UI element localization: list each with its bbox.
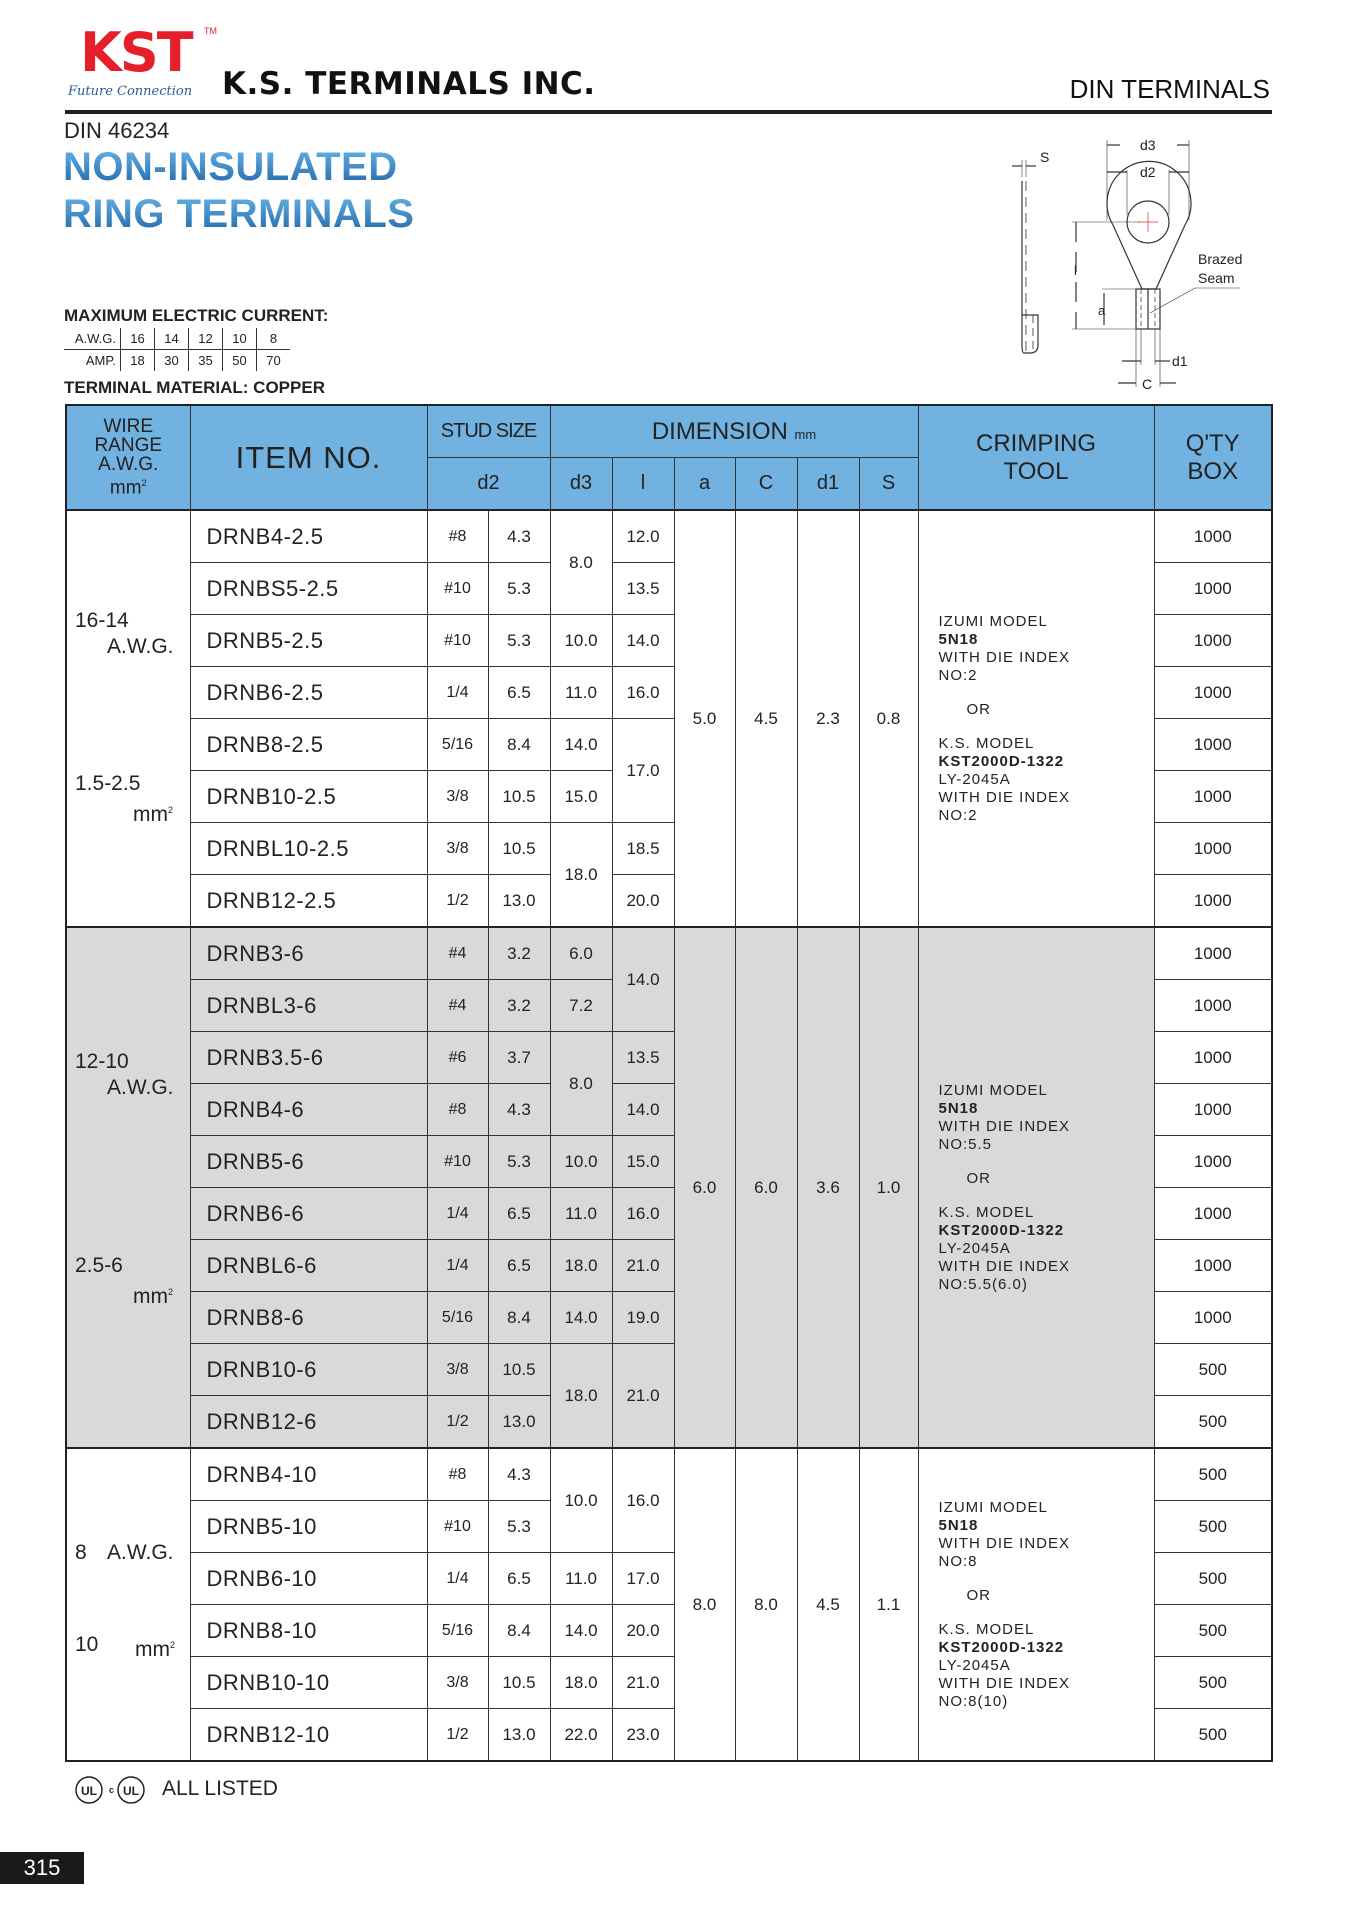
izumi-model: 5N18: [938, 1516, 979, 1534]
stud-size: #10: [427, 1136, 488, 1188]
item-number: DRNB5-6: [190, 1136, 427, 1188]
item-number: DRNBL6-6: [190, 1240, 427, 1292]
a-header: a: [674, 458, 735, 511]
l-value: 13.5: [612, 1032, 674, 1084]
l-header: l: [612, 458, 674, 511]
d3-value: 14.0: [550, 1605, 612, 1657]
crimping-tool-header: [918, 405, 1154, 510]
d2-value: 6.5: [488, 1240, 550, 1292]
d3-value: 11.0: [550, 1553, 612, 1605]
qty-box-header: [1154, 405, 1272, 510]
ks-model: KST2000D-1322: [938, 1221, 1065, 1239]
item-number: DRNB12-6: [190, 1396, 427, 1449]
wire-mm-unit-wrap: [135, 1633, 175, 1662]
item-number: DRNB10-2.5: [190, 771, 427, 823]
stud-size-header: STUD SIZE: [427, 405, 550, 458]
spacer: [939, 1188, 1154, 1204]
izumi-die: WITH DIE INDEX: [938, 1117, 1071, 1135]
d3-value: 10.0: [550, 1448, 612, 1553]
crimping-tool-cell: [918, 1448, 1154, 1761]
stud-size: #10: [427, 1501, 488, 1553]
awg-value: 14: [155, 328, 189, 350]
ks-label: K.S. MODEL: [938, 1620, 1035, 1638]
item-number: DRNB12-2.5: [190, 875, 427, 928]
qty-header-line: Q'TY: [1185, 429, 1240, 457]
current-table: [64, 328, 290, 371]
qty-per-box: 1000: [1154, 927, 1272, 980]
c-value: 4.5: [735, 510, 797, 927]
d3-value: 10.0: [550, 615, 612, 667]
stud-size: 5/16: [427, 719, 488, 771]
izumi-die-no: NO:8: [938, 1552, 978, 1570]
dimension-label: DIMENSION: [651, 417, 788, 445]
item-number: DRNB4-10: [190, 1448, 427, 1501]
ks-label: K.S. MODEL: [938, 734, 1035, 752]
label-l: l: [1074, 263, 1077, 278]
izumi-label: IZUMI MODEL: [938, 1498, 1048, 1516]
ks-model-2: LY-2045A: [938, 770, 1011, 788]
l-value: 12.0: [612, 510, 674, 563]
wire-range-header: [66, 405, 190, 510]
d2-value: 3.2: [488, 927, 550, 980]
or-label: OR: [966, 1586, 991, 1604]
item-number: DRNBL3-6: [190, 980, 427, 1032]
wire-range-cell: [66, 927, 190, 1448]
wire-mm: 1.5-2.5: [75, 772, 141, 796]
qty-per-box: 1000: [1154, 1188, 1272, 1240]
dimension-header: [550, 405, 918, 458]
izumi-die: WITH DIE INDEX: [938, 648, 1071, 666]
qty-per-box: 1000: [1154, 875, 1272, 928]
item-number: DRNB5-2.5: [190, 615, 427, 667]
awg-value: 12: [189, 328, 223, 350]
spacer: [939, 1154, 1154, 1170]
front-view-ring: [1107, 161, 1191, 289]
s-value: 1.1: [859, 1448, 918, 1761]
item-number: DRNB3.5-6: [190, 1032, 427, 1084]
amp-row: [64, 350, 290, 372]
d3-value: 7.2: [550, 980, 612, 1032]
product-title-line2: RING TERMINALS: [63, 192, 415, 236]
superscript: 2: [168, 805, 174, 816]
wire-header-line: WIRE: [103, 416, 154, 438]
wire-awg-unit: A.W.G.: [107, 634, 174, 658]
d1-value: 2.3: [797, 510, 859, 927]
qty-per-box: 1000: [1154, 1136, 1272, 1188]
item-number: DRNB8-2.5: [190, 719, 427, 771]
awg-row: [64, 328, 290, 350]
table-row: [66, 1448, 1272, 1501]
or-label: OR: [966, 1169, 991, 1187]
d2-value: 8.4: [488, 1605, 550, 1657]
item-number: DRNBL10-2.5: [190, 823, 427, 875]
stud-size: #4: [427, 927, 488, 980]
spacer: [939, 719, 1154, 735]
item-number: DRNB5-10: [190, 1501, 427, 1553]
a-value: 8.0: [674, 1448, 735, 1761]
section-title: DIN TERMINALS: [1069, 74, 1270, 104]
s-value: 0.8: [859, 510, 918, 927]
stud-size: 3/8: [427, 771, 488, 823]
awg-value: 10: [223, 328, 257, 350]
d3-value: 8.0: [550, 510, 612, 615]
d2-value: 5.3: [488, 563, 550, 615]
label-d1: d1: [1172, 353, 1188, 369]
spacer: [939, 685, 1154, 701]
d2-value: 5.3: [488, 615, 550, 667]
item-number: DRNB10-6: [190, 1344, 427, 1396]
d3-value: 11.0: [550, 1188, 612, 1240]
l-value: 21.0: [612, 1657, 674, 1709]
wire-header-line: A.W.G.: [98, 454, 159, 476]
stud-size: 1/4: [427, 1240, 488, 1292]
l-value: 13.5: [612, 563, 674, 615]
qty-per-box: 500: [1154, 1605, 1272, 1657]
qty-per-box: 1000: [1154, 719, 1272, 771]
kst-logo: KST: [80, 21, 192, 84]
d3-value: 8.0: [550, 1032, 612, 1136]
ul-listed-text: ALL LISTED: [162, 1777, 278, 1800]
ks-model: KST2000D-1322: [938, 1638, 1065, 1656]
stud-size: 5/16: [427, 1292, 488, 1344]
d3-value: 14.0: [550, 719, 612, 771]
l-value: 21.0: [612, 1344, 674, 1449]
d2-value: 10.5: [488, 1657, 550, 1709]
ks-die: WITH DIE INDEX: [938, 1674, 1071, 1692]
stud-size: 1/4: [427, 1188, 488, 1240]
c-header: C: [735, 458, 797, 511]
stud-size: #10: [427, 615, 488, 667]
ul-listed-marks: [75, 1775, 155, 1805]
qty-per-box: 1000: [1154, 667, 1272, 719]
superscript: 2: [170, 1639, 176, 1650]
company-name: K.S. TERMINALS INC.: [222, 66, 596, 102]
d3-value: 18.0: [550, 1240, 612, 1292]
amp-label: AMP.: [85, 353, 116, 368]
c-value: 6.0: [735, 927, 797, 1448]
ks-label: K.S. MODEL: [938, 1203, 1035, 1221]
izumi-model: 5N18: [938, 630, 979, 648]
d3-value: 14.0: [550, 1292, 612, 1344]
d3-value: 11.0: [550, 667, 612, 719]
stud-size: #4: [427, 980, 488, 1032]
amp-value: 35: [189, 350, 223, 372]
ks-die: WITH DIE INDEX: [938, 1257, 1071, 1275]
d3-value: 15.0: [550, 771, 612, 823]
d2-value: 4.3: [488, 1448, 550, 1501]
d3-value: 22.0: [550, 1709, 612, 1762]
d2-value: 10.5: [488, 771, 550, 823]
izumi-label: IZUMI MODEL: [938, 1081, 1048, 1099]
ks-model-2: LY-2045A: [938, 1239, 1011, 1257]
wire-mm-unit-wrap: [133, 1280, 173, 1309]
product-title-line1: NON-INSULATED: [63, 145, 398, 189]
izumi-die-no: NO:5.5: [938, 1135, 993, 1153]
l-value: 16.0: [612, 667, 674, 719]
stud-size: #8: [427, 1448, 488, 1501]
wire-awg: 16-14: [75, 608, 129, 632]
spacer: [939, 1571, 1154, 1587]
l-value: 16.0: [612, 1188, 674, 1240]
qty-per-box: 1000: [1154, 1032, 1272, 1084]
qty-per-box: 500: [1154, 1396, 1272, 1449]
page-number: 315: [0, 1852, 84, 1884]
awg-value: 8: [257, 328, 291, 350]
side-view-outline: [1022, 181, 1038, 353]
stud-size: 1/4: [427, 667, 488, 719]
l-value: 15.0: [612, 1136, 674, 1188]
d3-header: d3: [550, 458, 612, 511]
a-value: 5.0: [674, 510, 735, 927]
d1-value: 3.6: [797, 927, 859, 1448]
ks-die-no: NO:8(10): [938, 1692, 1009, 1710]
table-body: [66, 510, 1272, 1761]
or-label: OR: [966, 700, 991, 718]
wire-mm-unit: mm: [133, 803, 168, 827]
spacer: [939, 1605, 1154, 1621]
d2-value: 5.3: [488, 1501, 550, 1553]
awg-label: A.W.G.: [64, 328, 121, 350]
s-value: 1.0: [859, 927, 918, 1448]
item-number: DRNB4-2.5: [190, 510, 427, 563]
item-number: DRNBS5-2.5: [190, 563, 427, 615]
dimension-unit: mm: [794, 426, 817, 442]
qty-per-box: 500: [1154, 1553, 1272, 1605]
l-value: 14.0: [612, 1084, 674, 1136]
ks-die: WITH DIE INDEX: [938, 788, 1071, 806]
d2-value: 5.3: [488, 1136, 550, 1188]
d3-value: 18.0: [550, 823, 612, 928]
header-divider: [65, 110, 1272, 114]
izumi-die-no: NO:2: [938, 666, 978, 684]
table-row: [66, 510, 1272, 563]
cul-prefix: c: [109, 1785, 115, 1795]
amp-value: 50: [223, 350, 257, 372]
stud-size: 5/16: [427, 1605, 488, 1657]
item-number: DRNB6-2.5: [190, 667, 427, 719]
d2-value: 13.0: [488, 1709, 550, 1762]
izumi-die: WITH DIE INDEX: [938, 1534, 1071, 1552]
l-value: 18.5: [612, 823, 674, 875]
amp-value: 70: [257, 350, 291, 372]
l-value: 16.0: [612, 1448, 674, 1553]
d3-value: 6.0: [550, 927, 612, 980]
max-current-heading: MAXIMUM ELECTRIC CURRENT:: [64, 306, 329, 325]
qty-per-box: 1000: [1154, 1240, 1272, 1292]
d2-value: 4.3: [488, 510, 550, 563]
d2-value: 4.3: [488, 1084, 550, 1136]
qty-per-box: 1000: [1154, 615, 1272, 667]
l-value: 17.0: [612, 1553, 674, 1605]
l-value: 23.0: [612, 1709, 674, 1762]
d1-value: 4.5: [797, 1448, 859, 1761]
item-number: DRNB10-10: [190, 1657, 427, 1709]
item-number: DRNB3-6: [190, 927, 427, 980]
crimp-header-line: CRIMPING: [976, 429, 1096, 457]
stud-size: 3/8: [427, 1344, 488, 1396]
wire-range-cell: [66, 1448, 190, 1761]
qty-per-box: 500: [1154, 1448, 1272, 1501]
table-row: [66, 927, 1272, 980]
d2-value: 8.4: [488, 719, 550, 771]
wire-mm-unit: mm: [133, 1285, 168, 1309]
ks-model-2: LY-2045A: [938, 1656, 1011, 1674]
d3-value: 18.0: [550, 1344, 612, 1449]
d1-header: d1: [797, 458, 859, 511]
item-number: DRNB8-10: [190, 1605, 427, 1657]
d2-value: 3.2: [488, 980, 550, 1032]
label-c: C: [1142, 376, 1153, 392]
trademark: TM: [204, 26, 217, 36]
stud-size: 3/8: [427, 823, 488, 875]
stud-size: #8: [427, 510, 488, 563]
amp-value: 18: [121, 350, 155, 372]
label-d2: d2: [1140, 164, 1156, 180]
stud-size: 1/2: [427, 1396, 488, 1449]
wire-mm-unit-wrap: [133, 798, 173, 827]
d2-value: 10.5: [488, 1344, 550, 1396]
crimping-tool-cell: [918, 927, 1154, 1448]
wire-range-cell: [66, 510, 190, 927]
d2-value: 6.5: [488, 667, 550, 719]
cul-icon: [109, 1777, 144, 1803]
item-number: DRNB8-6: [190, 1292, 427, 1344]
qty-header-line: BOX: [1187, 457, 1239, 485]
item-number: DRNB12-10: [190, 1709, 427, 1762]
ks-die-no: NO:5.5(6.0): [938, 1275, 1028, 1293]
wire-header-line: RANGE: [94, 435, 163, 457]
ul-mark-text: UL: [81, 1784, 97, 1798]
l-value: 20.0: [612, 1605, 674, 1657]
izumi-label: IZUMI MODEL: [938, 612, 1048, 630]
qty-per-box: 1000: [1154, 510, 1272, 563]
cul-mark-text: UL: [123, 1784, 139, 1798]
amp-value: 30: [155, 350, 189, 372]
qty-per-box: 500: [1154, 1501, 1272, 1553]
stud-size: #10: [427, 563, 488, 615]
wire-mm: 2.5-6: [75, 1254, 123, 1278]
c-value: 8.0: [735, 1448, 797, 1761]
stud-size: #8: [427, 1084, 488, 1136]
logo-tagline: Future Connection: [68, 84, 193, 99]
stud-size: 3/8: [427, 1657, 488, 1709]
item-number: DRNB6-6: [190, 1188, 427, 1240]
wire-mm-unit: mm: [135, 1637, 170, 1661]
label-seam: Seam: [1198, 270, 1235, 286]
d2-value: 13.0: [488, 875, 550, 928]
stud-size: 1/2: [427, 1709, 488, 1762]
qty-per-box: 1000: [1154, 823, 1272, 875]
ul-icon: [76, 1777, 102, 1803]
d2-value: 10.5: [488, 823, 550, 875]
l-value: 19.0: [612, 1292, 674, 1344]
d3-value: 10.0: [550, 1136, 612, 1188]
wire-awg: 8: [75, 1540, 87, 1564]
crimping-tool-cell: [918, 510, 1154, 927]
qty-per-box: 1000: [1154, 1084, 1272, 1136]
d3-value: 18.0: [550, 1657, 612, 1709]
l-value: 14.0: [612, 927, 674, 1032]
item-number: DRNB4-6: [190, 1084, 427, 1136]
label-brazed: Brazed: [1198, 251, 1243, 267]
wire-awg-unit: A.W.G.: [107, 1540, 174, 1564]
qty-per-box: 1000: [1154, 563, 1272, 615]
specification-table: [65, 404, 1273, 1762]
superscript: 2: [168, 1287, 174, 1298]
qty-per-box: 500: [1154, 1657, 1272, 1709]
l-value: 17.0: [612, 719, 674, 823]
label-d3: d3: [1140, 137, 1156, 153]
wire-header-line: mm: [109, 477, 142, 499]
header-row-1: [66, 405, 1272, 458]
d2-value: 6.5: [488, 1553, 550, 1605]
standard-number: DIN 46234: [64, 118, 170, 143]
terminal-material: TERMINAL MATERIAL: COPPER: [64, 378, 325, 397]
qty-per-box: 500: [1154, 1344, 1272, 1396]
stud-size: 1/2: [427, 875, 488, 928]
ks-die-no: NO:2: [938, 806, 978, 824]
qty-per-box: 500: [1154, 1709, 1272, 1762]
qty-per-box: 1000: [1154, 1292, 1272, 1344]
stud-size: 1/4: [427, 1553, 488, 1605]
d2-value: 13.0: [488, 1396, 550, 1449]
d2-value: 8.4: [488, 1292, 550, 1344]
l-value: 14.0: [612, 615, 674, 667]
ks-model: KST2000D-1322: [938, 752, 1065, 770]
l-value: 20.0: [612, 875, 674, 928]
ring-terminal-diagram: [1000, 125, 1280, 395]
qty-per-box: 1000: [1154, 980, 1272, 1032]
stud-size: #6: [427, 1032, 488, 1084]
wire-awg: 12-10: [75, 1050, 129, 1074]
label-a: a: [1098, 303, 1106, 318]
d2-value: 6.5: [488, 1188, 550, 1240]
superscript: 2: [141, 478, 147, 489]
d2-value: 3.7: [488, 1032, 550, 1084]
item-number: DRNB6-10: [190, 1553, 427, 1605]
item-no-header: ITEM NO.: [190, 405, 427, 510]
wire-awg-unit: A.W.G.: [107, 1076, 174, 1100]
a-value: 6.0: [674, 927, 735, 1448]
wire-mm: 10: [75, 1632, 99, 1656]
label-s: S: [1040, 149, 1050, 165]
d2-header: d2: [427, 458, 550, 511]
crimp-header-line: TOOL: [1003, 457, 1069, 485]
izumi-model: 5N18: [938, 1099, 979, 1117]
s-header: S: [859, 458, 918, 511]
awg-value: 16: [121, 328, 155, 350]
l-value: 21.0: [612, 1240, 674, 1292]
qty-per-box: 1000: [1154, 771, 1272, 823]
